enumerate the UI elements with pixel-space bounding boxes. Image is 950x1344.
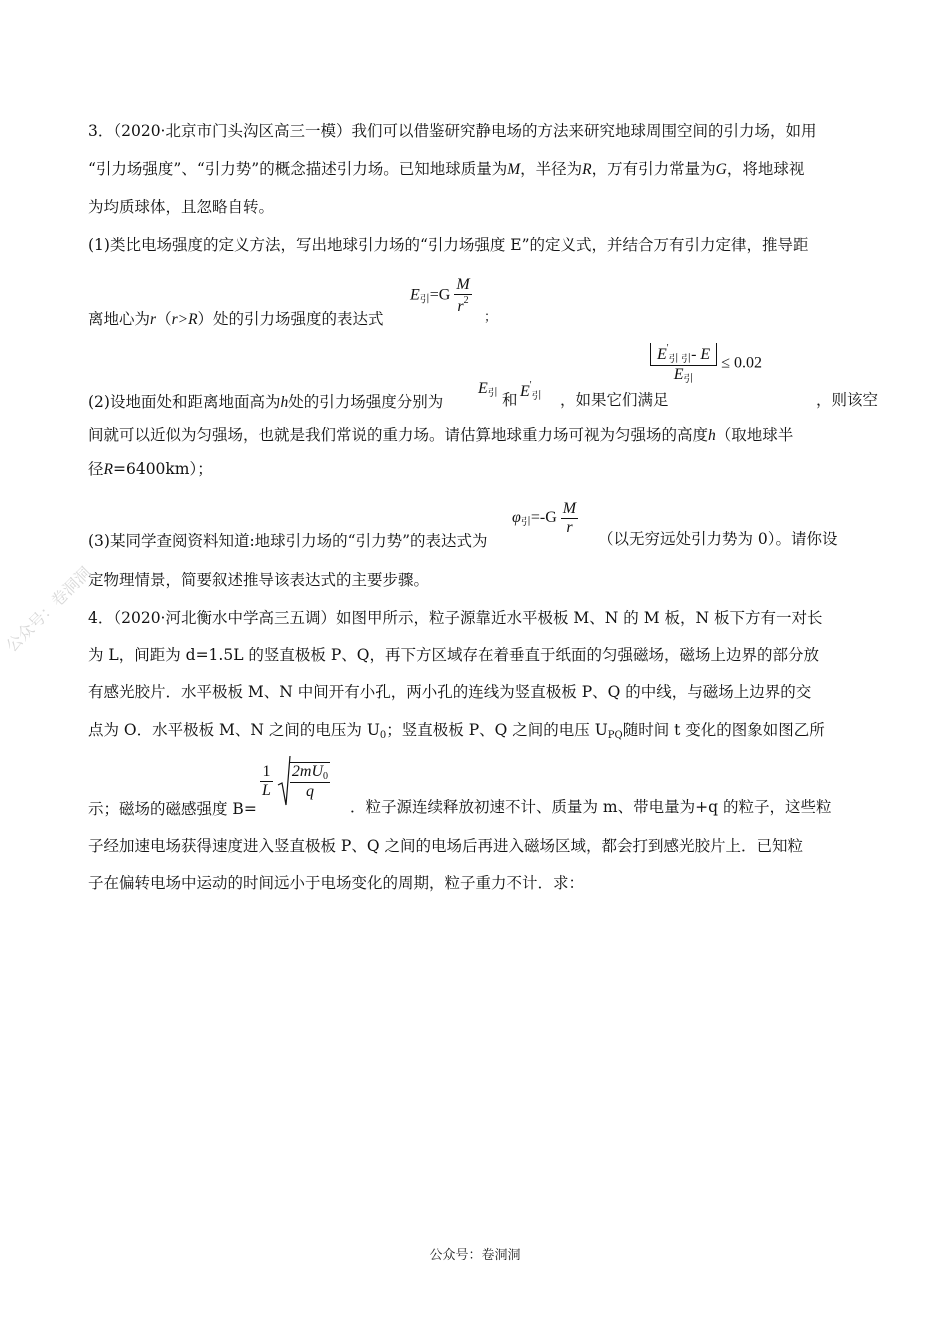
- q4-line4: 点为 O．水平极板 M、N 之间的电压为 $U_0$；竖直极板 P、Q 之间的电压 $U_{PQ}$随时间 t 变化的图象如图乙所: [88, 721, 825, 741]
- potential-formula: $\varphi_引=-G$ $\frac{M}{r}$: [512, 500, 577, 536]
- q3-part2-line1: (2)设地面处和距离地面高为h处的引力场强度分别为: [88, 393, 444, 411]
- semicolon: ；: [484, 309, 498, 324]
- E-field-height: $E'_引$: [520, 380, 542, 402]
- q3-part2-line3: 径R=6400km）；: [88, 460, 213, 478]
- q3-part3-line2: 定物理情景，简要叙述推导该表达式的主要步骤。: [88, 571, 430, 589]
- fraction: $\frac{M}{r^2}$: [456, 276, 470, 315]
- magnetic-field-formula: $\frac{1}{L}$ $\frac{2mU_0}{q}$: [260, 755, 330, 807]
- q3-line1: 3．（2020·北京市门头沟区高三一模）我们可以借鉴研究静电场的方法来研究地球周围空间的引力场，如用: [88, 122, 817, 140]
- q4-line3: 有感光胶片．水平极板 M、N 中间开有小孔，两小孔的连线为竖直极板 P、Q 的中线，与磁场上边界的交: [88, 683, 812, 701]
- satisfy-text: ，如果它们满足: [560, 391, 669, 409]
- then-text: ，则该空: [816, 391, 879, 409]
- watermark-text: 公众号：卷洞洞: [2, 562, 95, 656]
- q4-line6: 子经加速电场获得速度进入竖直极板 P、Q 之间的电场后再进入磁场区域，都会打到感光胶片上．已知粒: [88, 837, 803, 855]
- q3-part3-tail: （以无穷远处引力势为 0）。请你设: [598, 530, 838, 548]
- ratio-inequality: $\frac{E'_{引 引}- E}{E_引}$ ≤ 0.02: [650, 343, 762, 385]
- page-footer: 公众号：卷洞洞: [429, 1248, 521, 1263]
- q3-part1-line2: 离地心为r（r>R）处的引力场强度的表达式: [88, 310, 384, 328]
- q3-part3-line1: (3)某同学查阅资料知道:地球引力场的“引力势”的表达式为: [88, 532, 488, 550]
- q4-line2: 为 L，间距为 d=1.5L 的竖直极板 P、Q，再下方区域存在着垂直于纸面的匀强磁场，磁场上边界的部分放: [88, 646, 819, 664]
- and-text: 和: [502, 392, 518, 409]
- sqrt-icon: [277, 755, 291, 807]
- q3-part2-line2: 间就可以近似为匀强场，也就是我们常说的重力场。请估算地球重力场可视为匀强场的高度h（取地球半: [88, 426, 794, 444]
- field-strength-formula: $E_引=G$ $\frac{M}{r^2}$: [410, 276, 470, 315]
- q4-line5-tail: ．粒子源连续释放初速不计、质量为 m、带电量为+q 的粒子，这些粒: [350, 798, 832, 816]
- q3-part1-line1: (1)类比电场强度的定义方法，写出地球引力场的“引力场强度 E”的定义式，并结合万有引力定律，推导距: [88, 236, 809, 254]
- q4-line1: 4．（2020·河北衡水中学高三五调）如图甲所示，粒子源靠近水平极板 M、N 的 M 板，N 板下方有一对长: [88, 609, 823, 627]
- E-field-surface: $E_引$: [478, 380, 498, 399]
- q3-line2: “引力场强度”、“引力势”的概念描述引力场。已知地球质量为M，半径为R，万有引力常量为G，将地球视: [88, 160, 805, 178]
- q4-line5: 示；磁场的磁感强度 B=: [88, 800, 257, 818]
- q4-line7: 子在偏转电场中运动的时间远小于电场变化的周期，粒子重力不计．求：: [88, 874, 585, 892]
- q3-line3: 为均质球体，且忽略自转。: [88, 198, 275, 216]
